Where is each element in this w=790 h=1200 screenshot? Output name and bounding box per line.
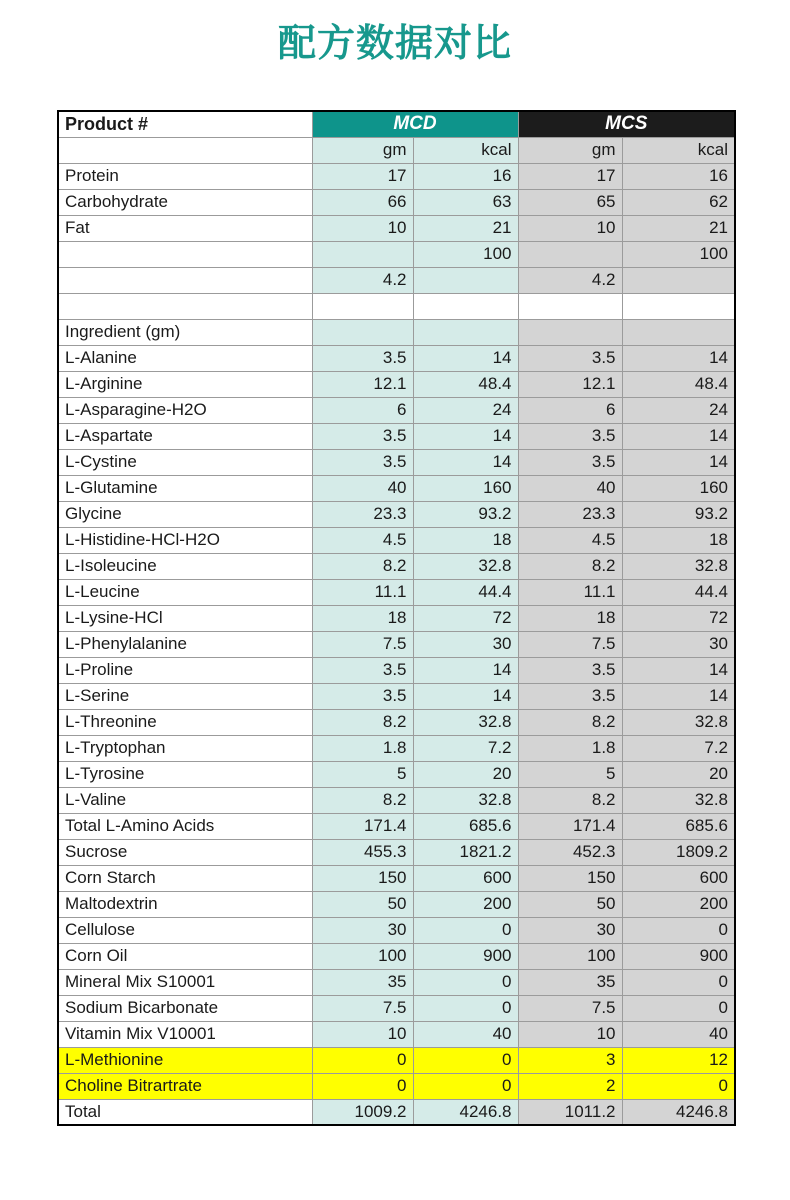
row-label: Cellulose — [58, 917, 312, 943]
cell-value: 14 — [413, 345, 518, 371]
cell-value: 16 — [622, 163, 735, 189]
cell-value: 23.3 — [518, 501, 622, 527]
cell-value: 1.8 — [518, 735, 622, 761]
cell-value: 11.1 — [312, 579, 413, 605]
cell-value: 10 — [518, 215, 622, 241]
cell-value — [622, 267, 735, 293]
cell-value: 0 — [413, 1073, 518, 1099]
cell-value: 12.1 — [518, 371, 622, 397]
table-row — [58, 163, 735, 189]
comparison-table — [57, 110, 736, 1126]
cell-value: 3.5 — [312, 345, 413, 371]
cell-value: 100 — [622, 241, 735, 267]
cell-value — [622, 293, 735, 319]
table-row — [58, 449, 735, 475]
cell-value: 100 — [413, 241, 518, 267]
cell-value: 48.4 — [413, 371, 518, 397]
table-row — [58, 553, 735, 579]
unit-header-mcs-gm: gm — [518, 137, 622, 163]
row-label: L-Valine — [58, 787, 312, 813]
row-label: L-Tyrosine — [58, 761, 312, 787]
cell-value: 4.5 — [518, 527, 622, 553]
cell-value — [622, 319, 735, 345]
cell-value: 48.4 — [622, 371, 735, 397]
row-label: L-Proline — [58, 657, 312, 683]
cell-value: 0 — [622, 917, 735, 943]
cell-value: 14 — [622, 345, 735, 371]
row-label — [58, 293, 312, 319]
unit-header-mcs-kcal: kcal — [622, 137, 735, 163]
cell-value: 18 — [622, 527, 735, 553]
corner-header: Product # — [58, 111, 312, 137]
table-row — [58, 943, 735, 969]
row-label: L-Histidine-HCl-H2O — [58, 527, 312, 553]
table-row — [58, 189, 735, 215]
row-label: Total L-Amino Acids — [58, 813, 312, 839]
table-row — [58, 293, 735, 319]
cell-value: 32.8 — [622, 709, 735, 735]
cell-value: 3.5 — [518, 345, 622, 371]
cell-value: 685.6 — [622, 813, 735, 839]
cell-value: 6 — [312, 397, 413, 423]
cell-value: 8.2 — [518, 553, 622, 579]
cell-value: 14 — [622, 683, 735, 709]
cell-value: 6 — [518, 397, 622, 423]
cell-value: 10 — [312, 1021, 413, 1047]
table-row — [58, 345, 735, 371]
table-row — [58, 709, 735, 735]
row-label: Vitamin Mix V10001 — [58, 1021, 312, 1047]
cell-value: 62 — [622, 189, 735, 215]
row-label: L-Cystine — [58, 449, 312, 475]
cell-value: 12 — [622, 1047, 735, 1073]
cell-value: 0 — [312, 1073, 413, 1099]
table-row — [58, 527, 735, 553]
table-row — [58, 1021, 735, 1047]
table-row — [58, 397, 735, 423]
cell-value: 35 — [312, 969, 413, 995]
cell-value: 4.2 — [312, 267, 413, 293]
row-label: L-Alanine — [58, 345, 312, 371]
table-row — [58, 501, 735, 527]
row-label: Glycine — [58, 501, 312, 527]
table-row — [58, 423, 735, 449]
table-row — [58, 475, 735, 501]
cell-value: 160 — [622, 475, 735, 501]
cell-value: 3.5 — [518, 657, 622, 683]
row-label: Mineral Mix S10001 — [58, 969, 312, 995]
cell-value: 4.2 — [518, 267, 622, 293]
cell-value: 8.2 — [312, 553, 413, 579]
table-row — [58, 215, 735, 241]
cell-value: 21 — [622, 215, 735, 241]
row-label — [58, 241, 312, 267]
cell-value: 900 — [413, 943, 518, 969]
cell-value — [312, 319, 413, 345]
table-row — [58, 267, 735, 293]
cell-value: 11.1 — [518, 579, 622, 605]
cell-value: 40 — [518, 475, 622, 501]
cell-value: 44.4 — [413, 579, 518, 605]
cell-value: 171.4 — [518, 813, 622, 839]
cell-value: 93.2 — [622, 501, 735, 527]
cell-value — [413, 319, 518, 345]
table-row — [58, 813, 735, 839]
cell-value: 23.3 — [312, 501, 413, 527]
cell-value: 100 — [518, 943, 622, 969]
cell-value: 16 — [413, 163, 518, 189]
table-row — [58, 969, 735, 995]
cell-value: 150 — [518, 865, 622, 891]
row-label: L-Asparagine-H2O — [58, 397, 312, 423]
cell-value: 0 — [622, 969, 735, 995]
cell-value: 455.3 — [312, 839, 413, 865]
cell-value: 150 — [312, 865, 413, 891]
cell-value: 8.2 — [312, 787, 413, 813]
cell-value: 32.8 — [413, 553, 518, 579]
cell-value: 32.8 — [622, 787, 735, 813]
cell-value: 5 — [518, 761, 622, 787]
table-row — [58, 865, 735, 891]
cell-value: 18 — [312, 605, 413, 631]
cell-value: 30 — [518, 917, 622, 943]
table-row — [58, 579, 735, 605]
cell-value: 14 — [622, 449, 735, 475]
table-row — [58, 1099, 735, 1125]
cell-value: 3.5 — [518, 683, 622, 709]
unit-header-mcd-kcal: kcal — [413, 137, 518, 163]
row-label: Maltodextrin — [58, 891, 312, 917]
cell-value: 20 — [622, 761, 735, 787]
cell-value: 3.5 — [312, 683, 413, 709]
cell-value: 7.2 — [413, 735, 518, 761]
table-row — [58, 631, 735, 657]
cell-value — [518, 319, 622, 345]
cell-value: 2 — [518, 1073, 622, 1099]
cell-value: 32.8 — [413, 709, 518, 735]
cell-value: 4246.8 — [622, 1099, 735, 1125]
cell-value: 0 — [312, 1047, 413, 1073]
cell-value: 65 — [518, 189, 622, 215]
cell-value: 7.5 — [518, 631, 622, 657]
cell-value: 24 — [622, 397, 735, 423]
row-label: Sodium Bicarbonate — [58, 995, 312, 1021]
row-label: Choline Bitrartrate — [58, 1073, 312, 1099]
cell-value: 3.5 — [312, 449, 413, 475]
table-row — [58, 657, 735, 683]
cell-value: 0 — [622, 995, 735, 1021]
cell-value: 200 — [413, 891, 518, 917]
cell-value: 685.6 — [413, 813, 518, 839]
cell-value: 14 — [622, 423, 735, 449]
row-label: L-Glutamine — [58, 475, 312, 501]
cell-value — [413, 293, 518, 319]
cell-value: 600 — [413, 865, 518, 891]
group-header-row — [58, 111, 735, 137]
cell-value: 14 — [413, 423, 518, 449]
row-label: Corn Oil — [58, 943, 312, 969]
cell-value: 3.5 — [312, 657, 413, 683]
cell-value: 0 — [413, 995, 518, 1021]
cell-value: 3.5 — [518, 423, 622, 449]
unit-header-mcd-gm: gm — [312, 137, 413, 163]
table-row — [58, 683, 735, 709]
row-label: L-Methionine — [58, 1047, 312, 1073]
cell-value: 93.2 — [413, 501, 518, 527]
row-label: Fat — [58, 215, 312, 241]
cell-value: 0 — [413, 917, 518, 943]
cell-value: 3 — [518, 1047, 622, 1073]
cell-value: 30 — [413, 631, 518, 657]
cell-value: 35 — [518, 969, 622, 995]
table-row — [58, 319, 735, 345]
cell-value: 10 — [312, 215, 413, 241]
table-row — [58, 839, 735, 865]
cell-value: 8.2 — [518, 709, 622, 735]
unit-header-row — [58, 137, 735, 163]
cell-value: 44.4 — [622, 579, 735, 605]
row-label: L-Serine — [58, 683, 312, 709]
row-label: Sucrose — [58, 839, 312, 865]
cell-value: 7.5 — [518, 995, 622, 1021]
row-label: Total — [58, 1099, 312, 1125]
table-row — [58, 1073, 735, 1099]
cell-value: 14 — [622, 657, 735, 683]
cell-value: 17 — [518, 163, 622, 189]
cell-value: 7.5 — [312, 631, 413, 657]
cell-value: 7.2 — [622, 735, 735, 761]
group-header-mcd: MCD — [312, 111, 518, 137]
cell-value: 0 — [413, 969, 518, 995]
cell-value: 40 — [622, 1021, 735, 1047]
cell-value: 63 — [413, 189, 518, 215]
cell-value: 4246.8 — [413, 1099, 518, 1125]
cell-value: 8.2 — [518, 787, 622, 813]
table-row — [58, 761, 735, 787]
cell-value: 30 — [312, 917, 413, 943]
cell-value: 50 — [312, 891, 413, 917]
cell-value: 5 — [312, 761, 413, 787]
cell-value: 600 — [622, 865, 735, 891]
cell-value: 32.8 — [413, 787, 518, 813]
cell-value: 171.4 — [312, 813, 413, 839]
row-label: L-Aspartate — [58, 423, 312, 449]
cell-value: 72 — [622, 605, 735, 631]
cell-value: 14 — [413, 449, 518, 475]
cell-value — [413, 267, 518, 293]
cell-value: 1009.2 — [312, 1099, 413, 1125]
cell-value: 32.8 — [622, 553, 735, 579]
cell-value: 3.5 — [312, 423, 413, 449]
cell-value: 900 — [622, 943, 735, 969]
cell-value: 14 — [413, 657, 518, 683]
cell-value: 1809.2 — [622, 839, 735, 865]
cell-value: 21 — [413, 215, 518, 241]
cell-value: 1821.2 — [413, 839, 518, 865]
table-row — [58, 241, 735, 267]
cell-value — [518, 293, 622, 319]
table-row — [58, 735, 735, 761]
table-row — [58, 371, 735, 397]
unit-header-blank — [58, 137, 312, 163]
cell-value: 0 — [413, 1047, 518, 1073]
cell-value: 66 — [312, 189, 413, 215]
cell-value: 8.2 — [312, 709, 413, 735]
cell-value: 24 — [413, 397, 518, 423]
cell-value: 14 — [413, 683, 518, 709]
row-label: L-Phenylalanine — [58, 631, 312, 657]
cell-value — [518, 241, 622, 267]
table-row — [58, 917, 735, 943]
row-label — [58, 267, 312, 293]
cell-value: 17 — [312, 163, 413, 189]
cell-value: 30 — [622, 631, 735, 657]
cell-value: 7.5 — [312, 995, 413, 1021]
row-label: L-Lysine-HCl — [58, 605, 312, 631]
table-body — [58, 163, 735, 1125]
cell-value: 20 — [413, 761, 518, 787]
cell-value: 10 — [518, 1021, 622, 1047]
page-title: 配方数据对比 — [277, 23, 512, 65]
row-label: L-Leucine — [58, 579, 312, 605]
table-row — [58, 605, 735, 631]
row-label: L-Isoleucine — [58, 553, 312, 579]
table-row — [58, 891, 735, 917]
row-label: L-Tryptophan — [58, 735, 312, 761]
cell-value: 160 — [413, 475, 518, 501]
cell-value: 72 — [413, 605, 518, 631]
row-label: Protein — [58, 163, 312, 189]
cell-value: 3.5 — [518, 449, 622, 475]
cell-value: 12.1 — [312, 371, 413, 397]
cell-value: 4.5 — [312, 527, 413, 553]
table-row — [58, 787, 735, 813]
cell-value: 100 — [312, 943, 413, 969]
table-row — [58, 995, 735, 1021]
group-header-mcs: MCS — [518, 111, 735, 137]
cell-value: 18 — [413, 527, 518, 553]
cell-value — [312, 241, 413, 267]
cell-value: 0 — [622, 1073, 735, 1099]
cell-value — [312, 293, 413, 319]
cell-value: 40 — [312, 475, 413, 501]
cell-value: 18 — [518, 605, 622, 631]
cell-value: 1.8 — [312, 735, 413, 761]
row-label: Corn Starch — [58, 865, 312, 891]
row-label: L-Threonine — [58, 709, 312, 735]
row-label: Carbohydrate — [58, 189, 312, 215]
row-label: L-Arginine — [58, 371, 312, 397]
table-row — [58, 1047, 735, 1073]
cell-value: 200 — [622, 891, 735, 917]
cell-value: 452.3 — [518, 839, 622, 865]
cell-value: 50 — [518, 891, 622, 917]
cell-value: 40 — [413, 1021, 518, 1047]
cell-value: 1011.2 — [518, 1099, 622, 1125]
row-label: Ingredient (gm) — [58, 319, 312, 345]
